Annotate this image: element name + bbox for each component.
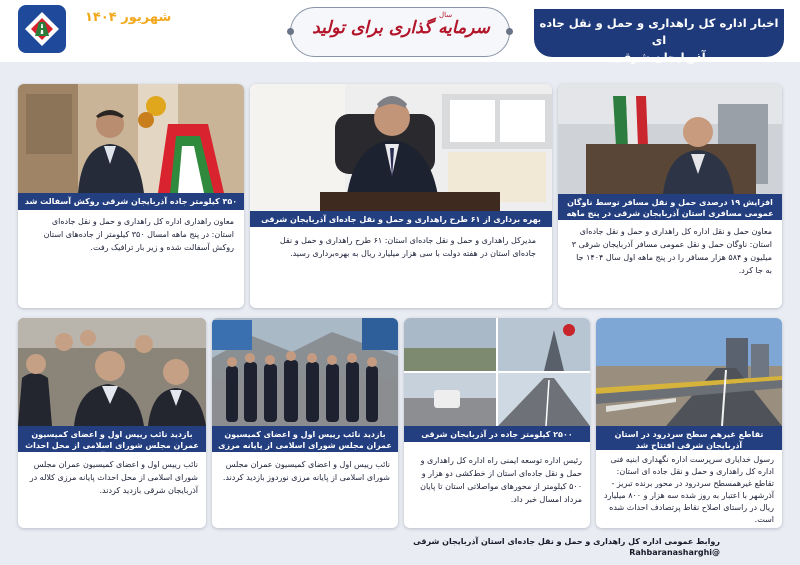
news-card-asphalt[interactable] bbox=[18, 84, 244, 308]
deputy-portrait-photo-icon bbox=[18, 84, 244, 193]
card-body-text: معاون حمل و نقل اداره کل راهداری و حمل و نقل جاده‌ای استان: ناوگان حمل و نقل عمومی مسافر آذربایجان شرقی ۳ میلیون و ۵۸۴ هزار مسافر را در پنج ماهه اول سال ۱۴۰۴ جا به جا کرد. bbox=[571, 227, 772, 275]
director-general-photo-icon bbox=[250, 84, 552, 211]
card-caption: ۲۵۰۰ کیلومتر جاده در آذربایجان شرقی خط‌کشی شد bbox=[404, 426, 590, 442]
road-maintenance-logo-icon bbox=[18, 5, 66, 53]
card-body-text: رئیس اداره توسعه ایمنی راه اداره کل راهداری و حمل و نقل جاده‌ای استان از خط‌کشی دو هزار و ۵۰۰ کیلومتر از محورهای مواصلاتی استان تا پایان مرداد امسال خبر داد. bbox=[420, 456, 582, 504]
card-body-text: نائب رییس اول و اعضای کمیسیون عمران مجلس شورای اسلامی از پایانه مرزی نوردوز بازدید کردند. bbox=[222, 460, 390, 482]
card-body-text: نائب رییس اول و اعضای کمیسیون عمران مجلس شورای اسلامی از محل احداث پایانه مرزی کلاله در آذربایجان شرقی بازدید کردند. bbox=[29, 460, 198, 495]
card-caption: بازدید نائب رییس اول و اعضای کمیسیون عمران مجلس شورای اسلامی از پایانه مرزی نوردوز bbox=[212, 426, 398, 452]
card-caption: بهره برداری از ۶۱ طرح راهداری و حمل و نقل جاده‌ای آذربایجان شرقی در هفته دولت bbox=[250, 211, 552, 227]
news-card-passenger-transport[interactable] bbox=[558, 84, 782, 308]
card-caption: تقاطع غیرهم سطح سردرود در استان آذربایجان شرقی افتتاح شد bbox=[596, 426, 782, 450]
title-line-1: اخبار اداره کل راهداری و حمل و نقل جاده ای bbox=[539, 16, 779, 47]
slogan-text: سرمایه گذاری برای تولید bbox=[312, 18, 490, 38]
card-body-text: رسول خدایاری سرپرست اداره نگهداری ابنیه فنی اداره کل راهداری و حمل و نقل جاده ای استان: تقاطع غیرهمسطح سردرود در محور برنده تبریز - آذرشهر با اعتبار به روز شده سه هزار و ۸۰۰ میلیارد ریال در راستای اصلاح نقاط پرتصادف احداث شده است. bbox=[604, 455, 774, 524]
news-card-road-marking[interactable] bbox=[404, 318, 590, 528]
news-card-sardrood-interchange[interactable] bbox=[596, 318, 782, 528]
border-terminal-visit-photo-icon bbox=[212, 318, 398, 426]
slogan-badge bbox=[290, 7, 510, 57]
slogan-dot-left bbox=[287, 28, 294, 35]
slogan-year-label: سال bbox=[439, 11, 453, 19]
card-body-text: معاون راهداری اداره کل راهداری و حمل و نقل جاده‌ای استان: در پنج ماهه امسال ۳۵۰ کیلومتر از جاده‌های استان روکش آسفالت شده و زیر بار ترافیک رفت. bbox=[43, 217, 234, 252]
slogan-dot-right bbox=[506, 28, 513, 35]
delegation-visit-photo-icon bbox=[18, 318, 206, 426]
footer-credit bbox=[120, 536, 720, 558]
news-card-61-projects[interactable] bbox=[250, 84, 552, 308]
news-card-nordooz-visit[interactable] bbox=[212, 318, 398, 528]
page-title bbox=[534, 9, 784, 64]
highway-interchange-photo-icon bbox=[596, 318, 782, 426]
card-caption: ۳۵۰ کیلومتر جاده آذربایجان شرقی روکش آسفالت شد bbox=[18, 193, 244, 210]
official-portrait-photo-icon bbox=[558, 84, 782, 194]
card-body-text: مدیرکل راهداری و حمل و نقل جاده‌ای استان: ۶۱ طرح راهداری و حمل و نقل جاده‌ای استان در هفته دولت با سی هزار میلیارد ریال به بهره‌برداری رسید. bbox=[279, 236, 536, 258]
title-line-2: آذربایجان شرقی bbox=[612, 50, 706, 64]
card-caption: بازدید نائب رییس اول و اعضای کمیسیون عمران مجلس شورای اسلامی از محل احداث پایانه مرزی کلاله در آذربایجان شرقی bbox=[18, 426, 206, 452]
footer-org: روابط عمومی اداره کل راهداری و حمل و نقل جاده‌ای استان آذربایجان شرقی bbox=[413, 537, 720, 546]
news-card-kalaleh-visit[interactable] bbox=[18, 318, 206, 528]
road-safety-collage-photo-icon bbox=[404, 318, 590, 426]
footer-handle-link[interactable]: @Rahbaranasharghi bbox=[629, 548, 720, 557]
issue-date: شهریور ۱۴۰۴ bbox=[85, 10, 172, 25]
card-caption: افزایش ۱۹ درصدی حمل و نقل مسافر توسط ناوگان عمومی مسافری استان آذربایجان شرقی در پنج ماهه اول سال bbox=[558, 194, 782, 220]
header-banner bbox=[0, 0, 800, 62]
